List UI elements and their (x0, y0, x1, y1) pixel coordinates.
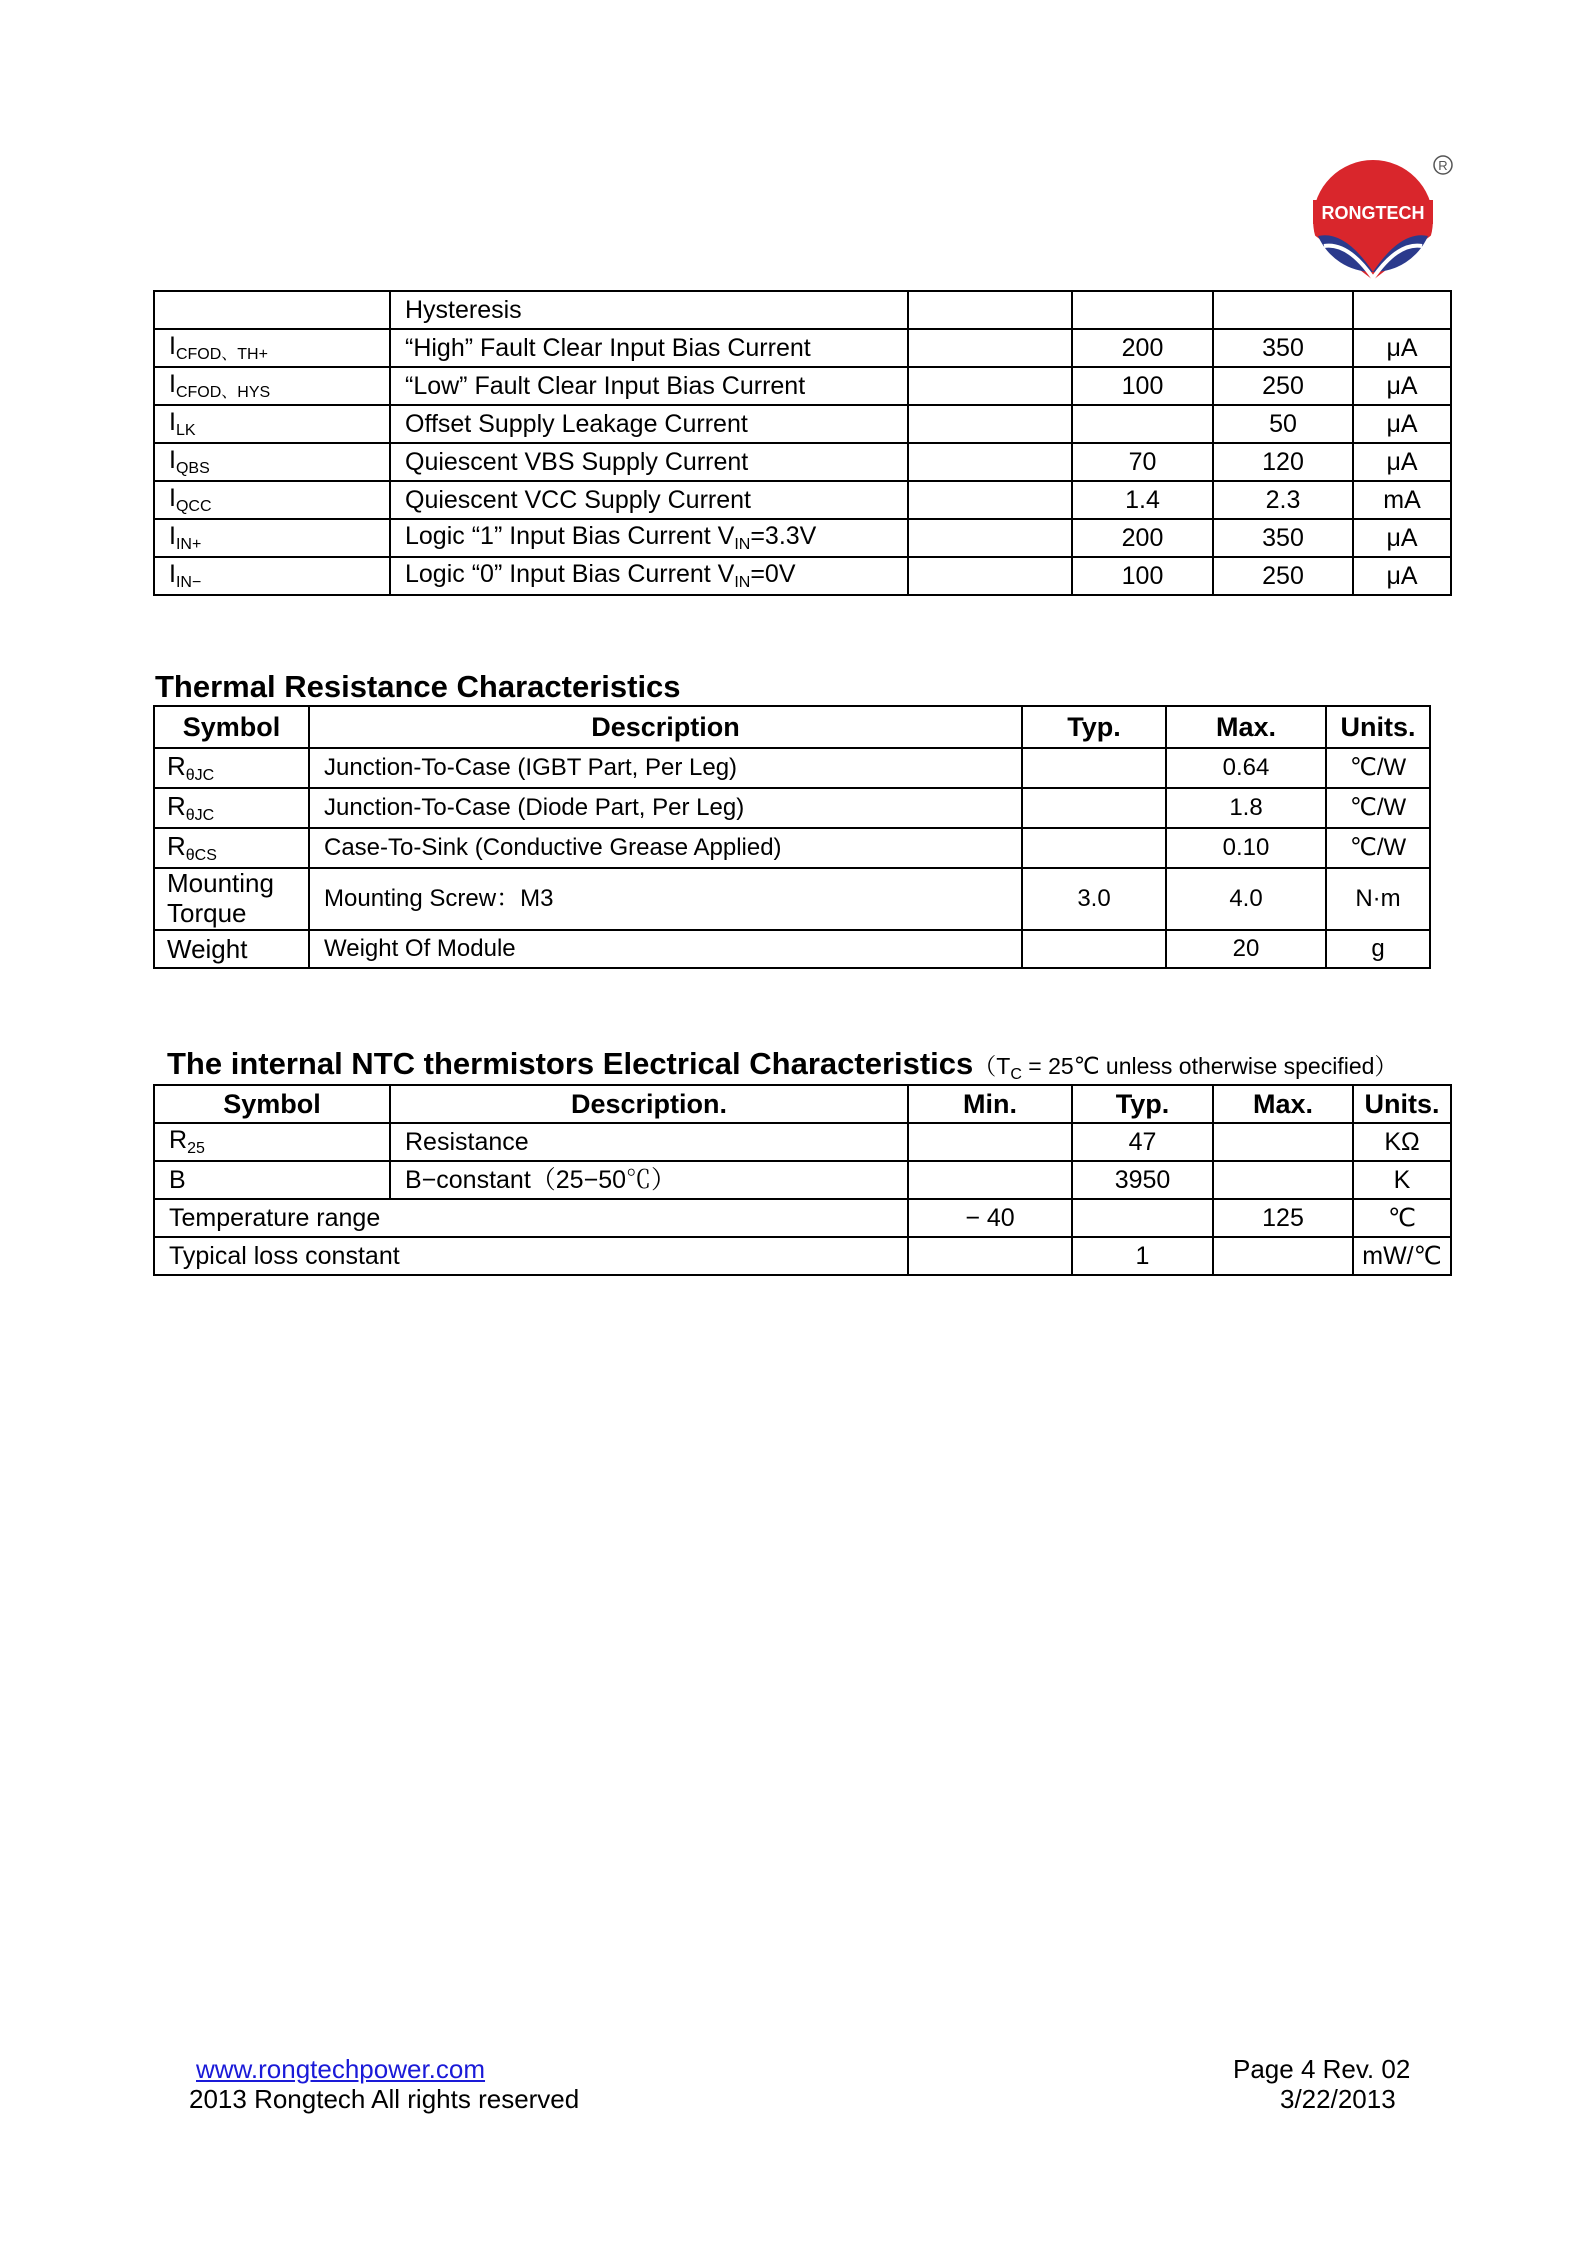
typ-cell (1022, 828, 1166, 868)
typ-cell (1022, 930, 1166, 968)
ntc-section-title (167, 1046, 1397, 1084)
typ-cell: 47 (1072, 1123, 1213, 1161)
col-max: Max. (1166, 706, 1326, 748)
table-row (154, 481, 1451, 519)
table-row (154, 329, 1451, 367)
min-cell (908, 443, 1072, 481)
units-cell: N·m (1326, 868, 1430, 930)
description-cell: “Low” Fault Clear Input Bias Current (390, 367, 908, 405)
table-row (154, 1123, 1451, 1161)
document-date: 3/22/2013 (1280, 2084, 1396, 2114)
col-symbol: Symbol (154, 1085, 390, 1123)
units-cell: μA (1353, 329, 1451, 367)
units-cell: g (1326, 930, 1430, 968)
description-cell: Hysteresis (390, 291, 908, 329)
typ-cell: 1.4 (1072, 481, 1213, 519)
parameter-cell: Temperature range (154, 1199, 908, 1237)
min-cell (908, 519, 1072, 557)
description-cell: Case-To-Sink (Conductive Grease Applied) (309, 828, 1022, 868)
website-link[interactable]: www.rongtechpower.com (196, 2054, 486, 2084)
max-cell: 125 (1213, 1199, 1353, 1237)
units-cell: KΩ (1353, 1123, 1451, 1161)
symbol-cell (154, 291, 390, 329)
table-row (154, 788, 1430, 828)
max-cell: 350 (1213, 329, 1353, 367)
max-cell: 250 (1213, 367, 1353, 405)
min-cell (908, 1123, 1072, 1161)
typ-cell: 70 (1072, 443, 1213, 481)
symbol-cell: $I_{CFOD、TH+}$ (154, 329, 390, 367)
typ-cell: 3950 (1072, 1161, 1213, 1199)
description-cell: Mounting Screw：M3 (309, 868, 1022, 930)
min-cell (908, 1161, 1072, 1199)
svg-text:R: R (1438, 158, 1448, 173)
description-cell: B−constant（25−50℃） (390, 1161, 908, 1199)
min-cell (908, 481, 1072, 519)
ntc-condition-note: （$T_C$ = 25℃ unless otherwise specified） (973, 1053, 1398, 1083)
max-cell: 4.0 (1166, 868, 1326, 930)
max-cell: 50 (1213, 405, 1353, 443)
table-row (154, 519, 1451, 557)
units-cell: ℃/W (1326, 788, 1430, 828)
typ-cell: 200 (1072, 329, 1213, 367)
ntc-title-text: The internal NTC thermistors Electrical Characteristics (167, 1046, 974, 1081)
table-row (154, 557, 1451, 595)
max-cell: 0.64 (1166, 748, 1326, 788)
table-row (154, 291, 1451, 329)
units-cell: μA (1353, 519, 1451, 557)
description-cell: Logic “1” Input Bias Current $V_{IN}=3.3V$ (390, 519, 908, 557)
min-cell (908, 557, 1072, 595)
description-cell: Resistance (390, 1123, 908, 1161)
typ-cell: 1 (1072, 1237, 1213, 1275)
thermal-resistance-table (153, 705, 1431, 969)
min-cell (908, 329, 1072, 367)
electrical-characteristics-table (153, 290, 1452, 596)
max-cell (1213, 1161, 1353, 1199)
max-cell: 2.3 (1213, 481, 1353, 519)
units-cell: μA (1353, 367, 1451, 405)
max-cell (1213, 1123, 1353, 1161)
description-cell: Junction-To-Case (IGBT Part, Per Leg) (309, 748, 1022, 788)
table-row (154, 367, 1451, 405)
typ-cell (1072, 291, 1213, 329)
symbol-cell: $I_{QCC}$ (154, 481, 390, 519)
table-row (154, 443, 1451, 481)
typ-cell: 100 (1072, 367, 1213, 405)
symbol-cell: $R_{\theta CS}$ (154, 828, 309, 868)
typ-cell (1022, 788, 1166, 828)
units-cell: K (1353, 1161, 1451, 1199)
min-cell (908, 405, 1072, 443)
table-row (154, 868, 1430, 930)
units-cell: ℃/W (1326, 828, 1430, 868)
col-typ: Typ. (1072, 1085, 1213, 1123)
typ-cell (1022, 748, 1166, 788)
units-cell: ℃ (1353, 1199, 1451, 1237)
thermal-section-title: Thermal Resistance Characteristics (155, 669, 681, 704)
symbol-cell: $I_{IN+}$ (154, 519, 390, 557)
min-cell: − 40 (908, 1199, 1072, 1237)
max-cell: 20 (1166, 930, 1326, 968)
rongtech-logo-icon (1310, 150, 1456, 290)
col-min: Min. (908, 1085, 1072, 1123)
symbol-cell: $I_{CFOD、HYS}$ (154, 367, 390, 405)
typ-cell: 100 (1072, 557, 1213, 595)
max-cell: 250 (1213, 557, 1353, 595)
symbol-cell: Weight (154, 930, 309, 968)
max-cell: 120 (1213, 443, 1353, 481)
max-cell: 350 (1213, 519, 1353, 557)
description-cell: Quiescent VCC Supply Current (390, 481, 908, 519)
typ-cell (1072, 1199, 1213, 1237)
units-cell: μA (1353, 443, 1451, 481)
min-cell (908, 1237, 1072, 1275)
col-max: Max. (1213, 1085, 1353, 1123)
symbol-cell: Mounting Torque (154, 868, 309, 930)
col-units: Units. (1326, 706, 1430, 748)
units-cell: ℃/W (1326, 748, 1430, 788)
description-cell: Junction-To-Case (Diode Part, Per Leg) (309, 788, 1022, 828)
table-row (154, 1237, 1451, 1275)
table-row (154, 405, 1451, 443)
table-row (154, 748, 1430, 788)
units-cell: μA (1353, 557, 1451, 595)
max-cell: 1.8 (1166, 788, 1326, 828)
company-logo (1310, 150, 1456, 290)
typ-cell (1072, 405, 1213, 443)
min-cell (908, 291, 1072, 329)
symbol-cell: $I_{QBS}$ (154, 443, 390, 481)
svg-text:RONGTECH: RONGTECH (1321, 203, 1425, 223)
symbol-cell: $R_{\theta JC}$ (154, 748, 309, 788)
description-cell: Weight Of Module (309, 930, 1022, 968)
col-description: Description (309, 706, 1022, 748)
units-cell: μA (1353, 405, 1451, 443)
units-cell (1353, 291, 1451, 329)
typ-cell: 3.0 (1022, 868, 1166, 930)
typ-cell: 200 (1072, 519, 1213, 557)
units-cell: mW/℃ (1353, 1237, 1451, 1275)
table-row (154, 1161, 1451, 1199)
parameter-cell: Typical loss constant (154, 1237, 908, 1275)
col-typ: Typ. (1022, 706, 1166, 748)
col-description: Description. (390, 1085, 908, 1123)
symbol-cell: $R_{\theta JC}$ (154, 788, 309, 828)
table-row (154, 1199, 1451, 1237)
max-cell (1213, 1237, 1353, 1275)
symbol-cell: $I_{IN-}$ (154, 557, 390, 595)
description-cell: “High” Fault Clear Input Bias Current (390, 329, 908, 367)
min-cell (908, 367, 1072, 405)
col-symbol: Symbol (154, 706, 309, 748)
ntc-thermistor-table (153, 1084, 1452, 1276)
symbol-cell: $R_{25}$ (154, 1123, 390, 1161)
copyright-text: 2013 Rongtech All rights reserved (189, 2084, 580, 2114)
symbol-cell: B (154, 1161, 390, 1199)
description-cell: Logic “0” Input Bias Current $V_{IN}=0V$ (390, 557, 908, 595)
max-cell (1213, 291, 1353, 329)
description-cell: Quiescent VBS Supply Current (390, 443, 908, 481)
col-units: Units. (1353, 1085, 1451, 1123)
description-cell: Offset Supply Leakage Current (390, 405, 908, 443)
units-cell: mA (1353, 481, 1451, 519)
max-cell: 0.10 (1166, 828, 1326, 868)
table-row (154, 828, 1430, 868)
page-revision: Page 4 Rev. 02 (1233, 2054, 1411, 2084)
table-row (154, 930, 1430, 968)
symbol-cell: $I_{LK}$ (154, 405, 390, 443)
